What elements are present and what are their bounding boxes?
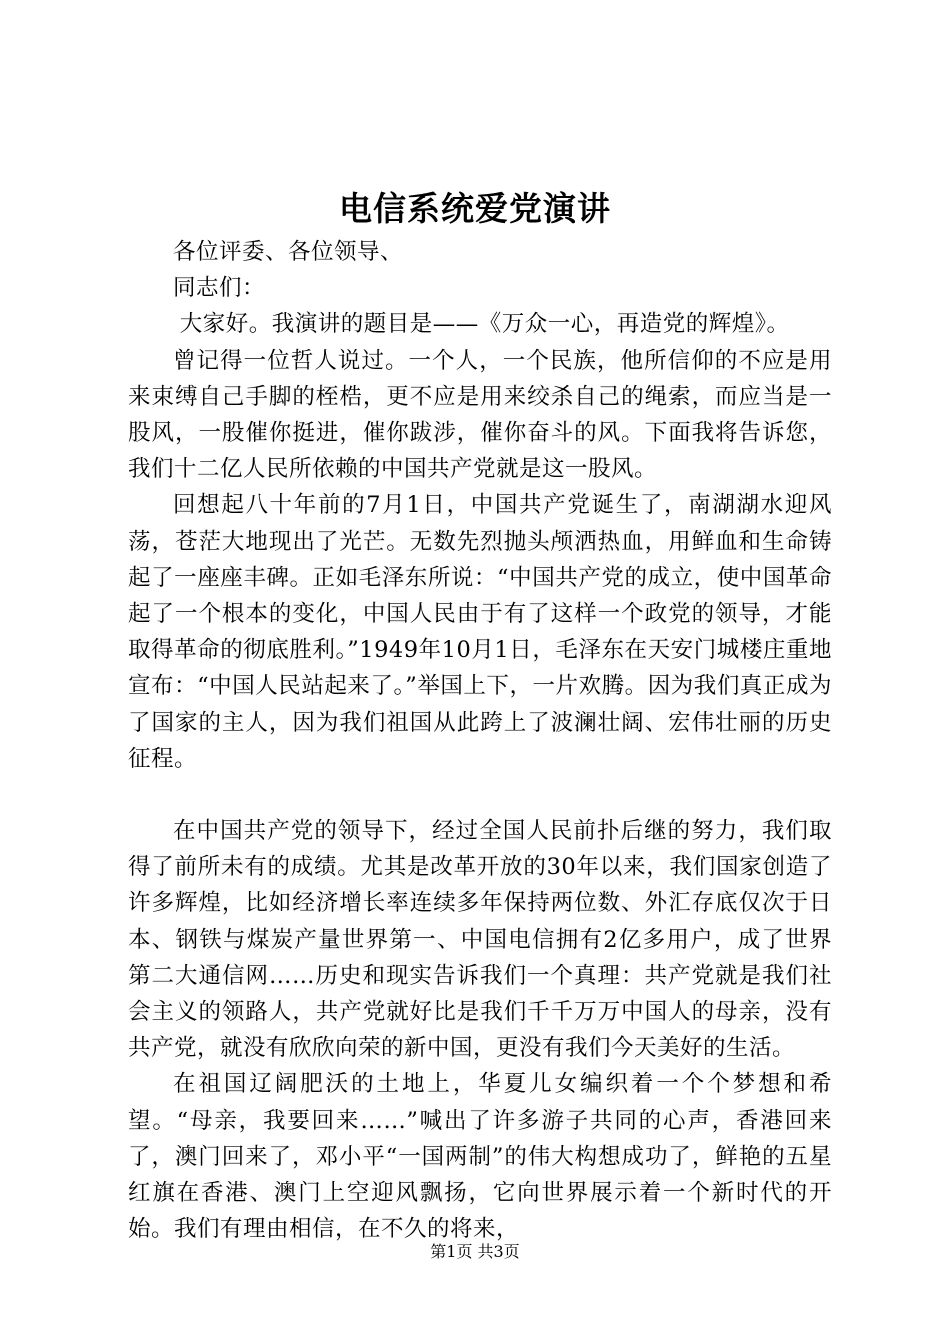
greeting-line: 各位评委、各位领导、 — [173, 239, 404, 265]
body-paragraph: 曾记得一位哲人说过。一个人，一个民族，他所信仰的不应是用来束缚自己手脚的桎梏，更不应是用来绞杀自己的绳索，而应当是一股风，一股催你挺进，催你跋涉，催你奋斗的风。下面我将告诉您，我们十二亿人民所依赖的中国共产党就是这一股风。 — [128, 347, 832, 483]
body-paragraph: 在祖国辽阔肥沃的土地上，华夏儿女编织着一个个梦想和希望。“母亲，我要回来……”喊出了许多游子共同的心声，香港回来了，澳门回来了，邓小平“一国两制”的伟大构想成功了，鲜艳的五星红旗在香港、澳门上空迎风飘扬，它向世界展示着一个新时代的开始。我们有理由相信，在不久的将来， — [128, 1071, 832, 1243]
document-body — [128, 234, 832, 1247]
body-paragraph: 回想起八十年前的7月1日，中国共产党诞生了，南湖湖水迎风荡，苍茫大地现出了光芒。无数先烈抛头颅洒热血，用鲜血和生命铸起了一座座丰碑。正如毛泽东所说：“中国共产党的成立，使中国革命起了一个根本的变化，中国人民由于有了这样一个政党的领导，才能取得革命的彻底胜利。”1949年10月1日，毛泽东在天安门城楼庄重地宣布：“中国人民站起来了。”举国上下，一片欢腾。因为我们真正成为了国家的主人，因为我们祖国从此跨上了波澜壮阔、宏伟壮丽的历史征程。 — [128, 492, 832, 772]
body-paragraph: 大家好。我演讲的题目是——《万众一心，再造党的辉煌》。 — [179, 311, 790, 338]
page-footer: 第1页 共3页 — [430, 1242, 520, 1261]
body-paragraph: 在中国共产党的领导下，经过全国人民前扑后继的努力，我们取得了前所未有的成绩。尤其是改革开放的30年以来，我们国家创造了许多辉煌，比如经济增长率连续多年保持两位数、外汇存底仅次于日本、钢铁与煤炭产量世界第一、中国电信拥有2亿多用户，成了世界第二大通信网……历史和现实告诉我们一个真理：共产党就是我们社会主义的领路人，共产党就好比是我们千千万万中国人的母亲，没有共产党，就没有欣欣向荣的新中国，更没有我们今天美好的生活。 — [128, 818, 832, 1062]
greeting-line: 同志们： — [173, 275, 266, 302]
document-title: 电信系统爱党演讲 — [339, 189, 611, 228]
